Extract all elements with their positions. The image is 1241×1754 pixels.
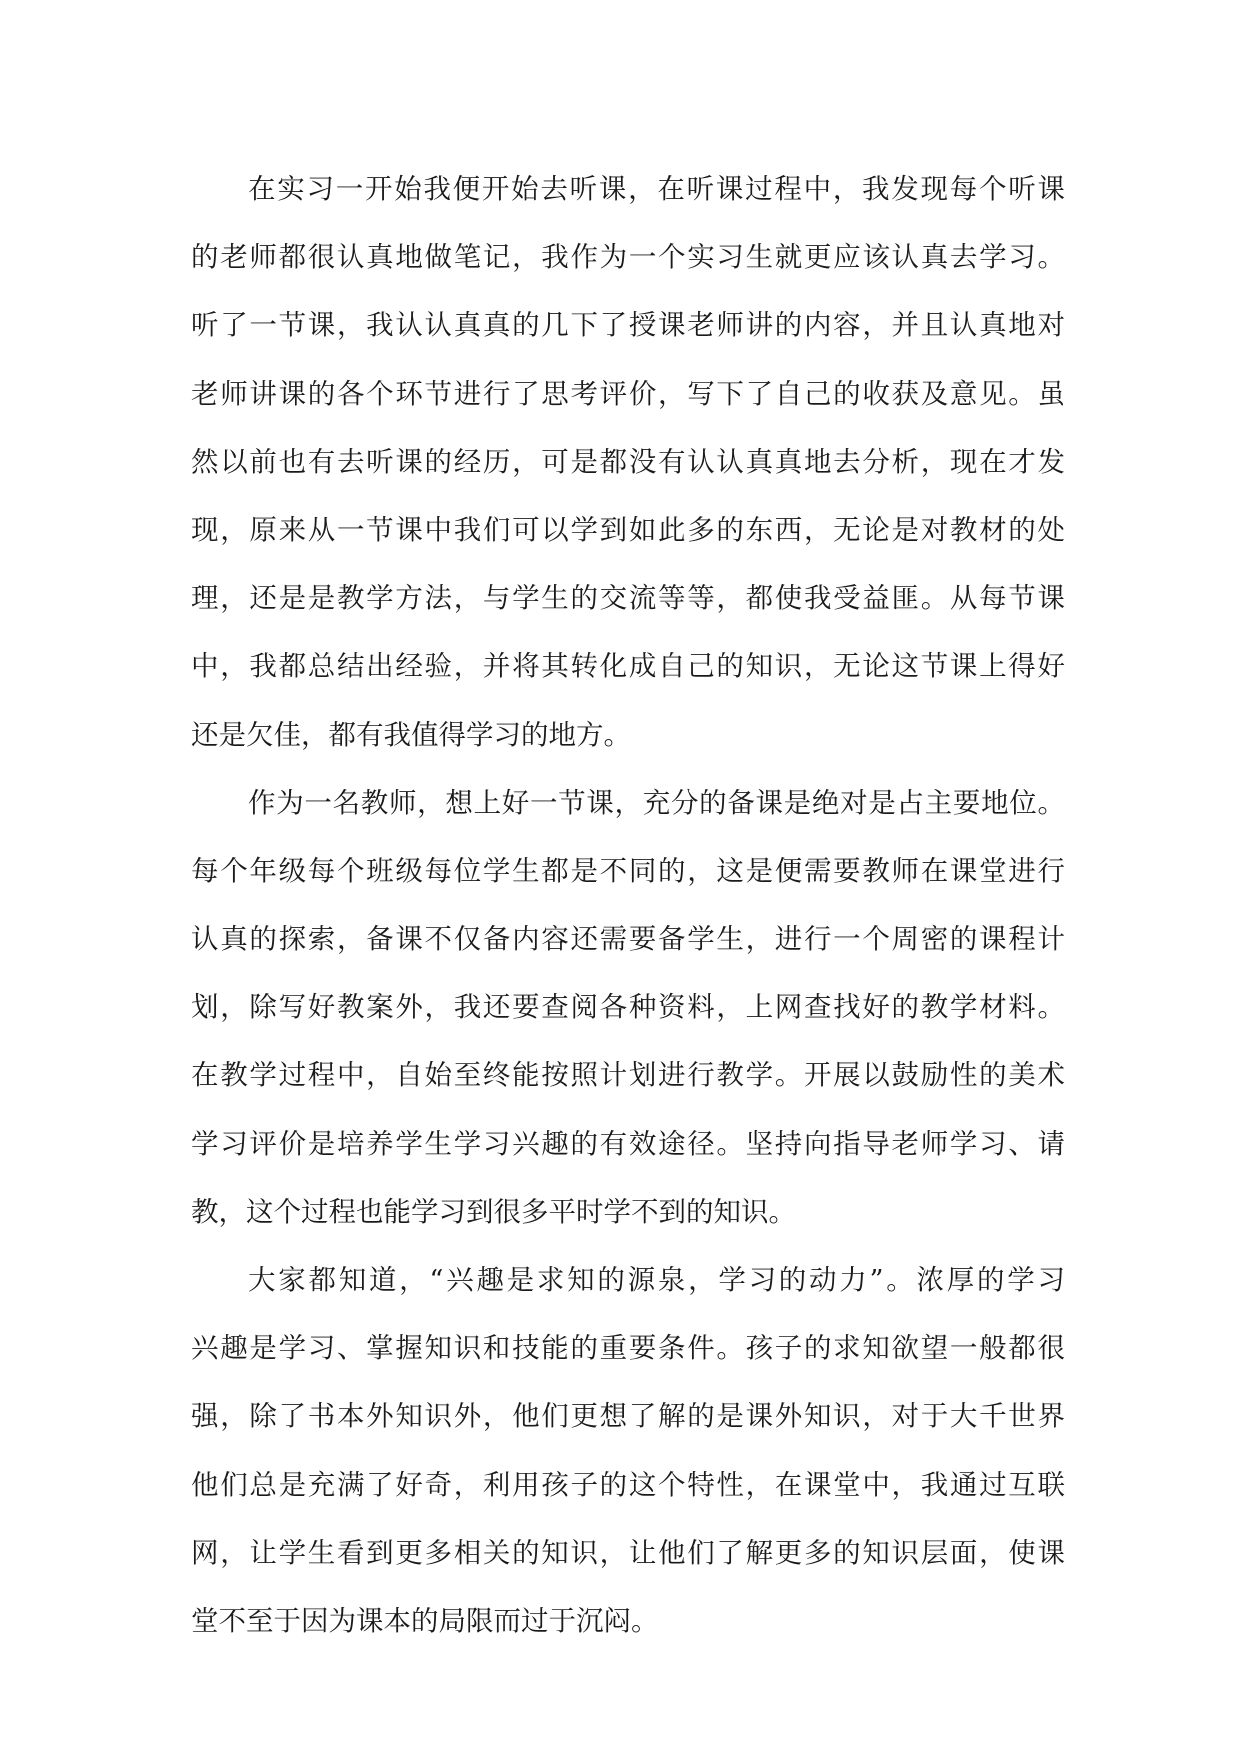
text-line: 现，原来从一节课中我们可以学到如此多的东西，无论是对教材的处	[191, 513, 1065, 546]
text-line: 然以前也有去听课的经历，可是都没有认认真真地去分析，现在才发	[191, 445, 1065, 478]
text-line: 认真的探索，备课不仅备内容还需要备学生，进行一个周密的课程计	[191, 923, 1065, 956]
text-line: 网，让学生看到更多相关的知识，让他们了解更多的知识层面，使课	[191, 1536, 1065, 1569]
paragraph-2	[191, 769, 1065, 1246]
text-line: 理，还是是教学方法，与学生的交流等等，都使我受益匪。从每节课	[191, 582, 1065, 615]
paragraph-3	[191, 1246, 1065, 1655]
text-line: 的老师都很认真地做笔记，我作为一个实习生就更应该认真去学习。	[191, 241, 1065, 274]
text-line: 大家都知道，“兴趣是求知的源泉，学习的动力”。浓厚的学习	[248, 1264, 1065, 1296]
text-line: 老师讲课的各个环节进行了思考评价，写下了自己的收获及意见。虽	[191, 377, 1065, 410]
text-line: 强，除了书本外知识外，他们更想了解的是课外知识，对于大千世界	[191, 1400, 1065, 1433]
text-line: 教，这个过程也能学习到很多平时学不到的知识。	[191, 1195, 796, 1228]
text-line: 在教学过程中，自始至终能按照计划进行教学。开展以鼓励性的美术	[191, 1059, 1065, 1092]
text-line: 他们总是充满了好奇，利用孩子的这个特性，在课堂中，我通过互联	[191, 1468, 1065, 1501]
text-line: 堂不至于因为课本的局限而过于沉闷。	[191, 1604, 659, 1637]
text-line: 还是欠佳，都有我值得学习的地方。	[191, 718, 631, 751]
text-line: 听了一节课，我认认真真的几下了授课老师讲的内容，并且认真地对	[191, 309, 1065, 342]
text-line: 每个年级每个班级每位学生都是不同的，这是便需要教师在课堂进行	[191, 854, 1065, 887]
text-line: 作为一名教师，想上好一节课，充分的备课是绝对是占主要地位。	[248, 786, 1065, 819]
text-line: 在实习一开始我便开始去听课，在听课过程中，我发现每个听课	[248, 173, 1065, 205]
paragraph-1	[191, 155, 1065, 769]
text-line: 划，除写好教案外，我还要查阅各种资料，上网查找好的教学材料。	[191, 991, 1065, 1024]
text-line: 学习评价是培养学生学习兴趣的有效途径。坚持向指导老师学习、请	[191, 1127, 1065, 1160]
text-line: 中，我都总结出经验，并将其转化成自己的知识，无论这节课上得好	[191, 650, 1065, 683]
document-body	[191, 155, 1065, 1655]
text-line: 兴趣是学习、掌握知识和技能的重要条件。孩子的求知欲望一般都很	[191, 1332, 1065, 1365]
